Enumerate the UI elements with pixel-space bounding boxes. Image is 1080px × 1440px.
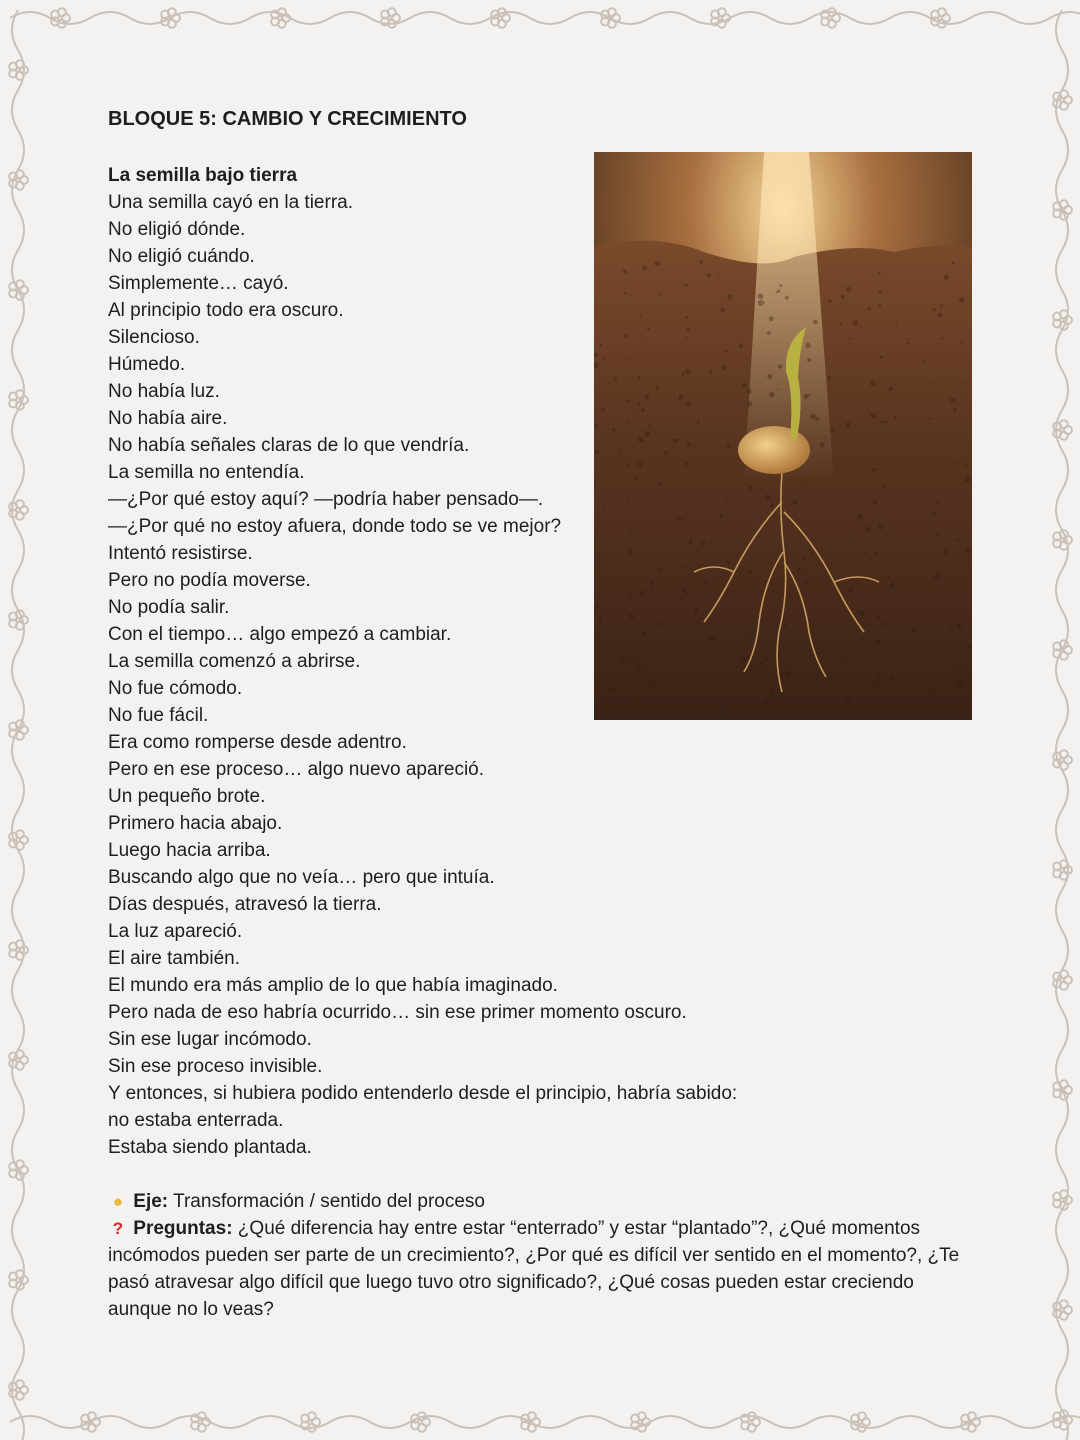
story-line: Con el tiempo… algo empezó a cambiar. bbox=[108, 624, 452, 645]
seed-sprout-illustration bbox=[594, 152, 972, 720]
question-mark-icon: ? bbox=[112, 1219, 124, 1238]
eje-label: Eje: bbox=[133, 1191, 169, 1212]
eje-row bbox=[108, 1188, 978, 1215]
lightbulb-icon: ● bbox=[112, 1192, 124, 1211]
story-line: No había luz. bbox=[108, 381, 220, 402]
preguntas-label: Preguntas: bbox=[133, 1218, 233, 1239]
seed bbox=[738, 426, 810, 474]
story-line: Húmedo. bbox=[108, 354, 186, 375]
footer bbox=[108, 1188, 978, 1323]
story-line: Pero nada de eso habría ocurrido… sin ese primer momento oscuro. bbox=[108, 1002, 687, 1023]
story-line: no estaba enterrada. bbox=[108, 1110, 284, 1131]
block-title: BLOQUE 5: CAMBIO Y CRECIMIENTO bbox=[108, 108, 467, 130]
story-line: La semilla comenzó a abrirse. bbox=[108, 651, 361, 672]
story-line: No había señales claras de lo que vendría. bbox=[108, 435, 470, 456]
story-line: Luego hacia arriba. bbox=[108, 840, 271, 861]
story-line: Buscando algo que no veía… pero que intuía. bbox=[108, 867, 495, 888]
story-line: La semilla no entendía. bbox=[108, 462, 305, 483]
story-line: —¿Por qué no estoy afuera, donde todo se ve mejor? bbox=[108, 516, 562, 537]
story-line: Primero hacia abajo. bbox=[108, 813, 283, 834]
story-line: No podía salir. bbox=[108, 597, 230, 618]
story-line: No fue fácil. bbox=[108, 705, 209, 726]
story-line: Al principio todo era oscuro. bbox=[108, 300, 344, 321]
story-line: No fue cómodo. bbox=[108, 678, 243, 699]
story-line: El mundo era más amplio de lo que había imaginado. bbox=[108, 975, 558, 996]
story-line: Intentó resistirse. bbox=[108, 543, 253, 564]
story-line: —¿Por qué estoy aquí? —podría haber pensado—. bbox=[108, 489, 544, 510]
story-line: Un pequeño brote. bbox=[108, 786, 266, 807]
story-line: El aire también. bbox=[108, 948, 241, 969]
story-line: Una semilla cayó en la tierra. bbox=[108, 192, 353, 213]
story-line: Silencioso. bbox=[108, 327, 200, 348]
story-line: No eligió dónde. bbox=[108, 219, 246, 240]
story-line: Simplemente… cayó. bbox=[108, 273, 289, 294]
story-line: Y entonces, si hubiera podido entenderlo desde el principio, habría sabido: bbox=[108, 1083, 738, 1104]
story-line: Días después, atravesó la tierra. bbox=[108, 894, 382, 915]
story-line: Estaba siendo plantada. bbox=[108, 1137, 312, 1158]
eje-text: Transformación / sentido del proceso bbox=[168, 1191, 485, 1212]
story-line: Sin ese lugar incómodo. bbox=[108, 1029, 312, 1050]
story-line: No había aire. bbox=[108, 408, 228, 429]
story-line: Pero en ese proceso… algo nuevo apareció. bbox=[108, 759, 485, 780]
preguntas-text: ¿Qué diferencia hay entre estar “enterrado” y estar “plantado”?, ¿Qué momentos incómodos pueden ser parte de un crecimiento?, ¿Por qué es difícil ver sentido en el momento?, ¿Te pasó atravesar algo difícil que luego tuvo otro significado?, ¿Qué cosas pueden estar creciendo aunque no lo veas? bbox=[108, 1218, 960, 1320]
story-line: Era como romperse desde adentro. bbox=[108, 732, 407, 753]
story-line: Pero no podía moverse. bbox=[108, 570, 311, 591]
preguntas-row bbox=[108, 1215, 978, 1323]
story-line: La luz apareció. bbox=[108, 921, 243, 942]
story-title: La semilla bajo tierra bbox=[108, 165, 298, 186]
story-line: No eligió cuándo. bbox=[108, 246, 255, 267]
story-line: Sin ese proceso invisible. bbox=[108, 1056, 323, 1077]
